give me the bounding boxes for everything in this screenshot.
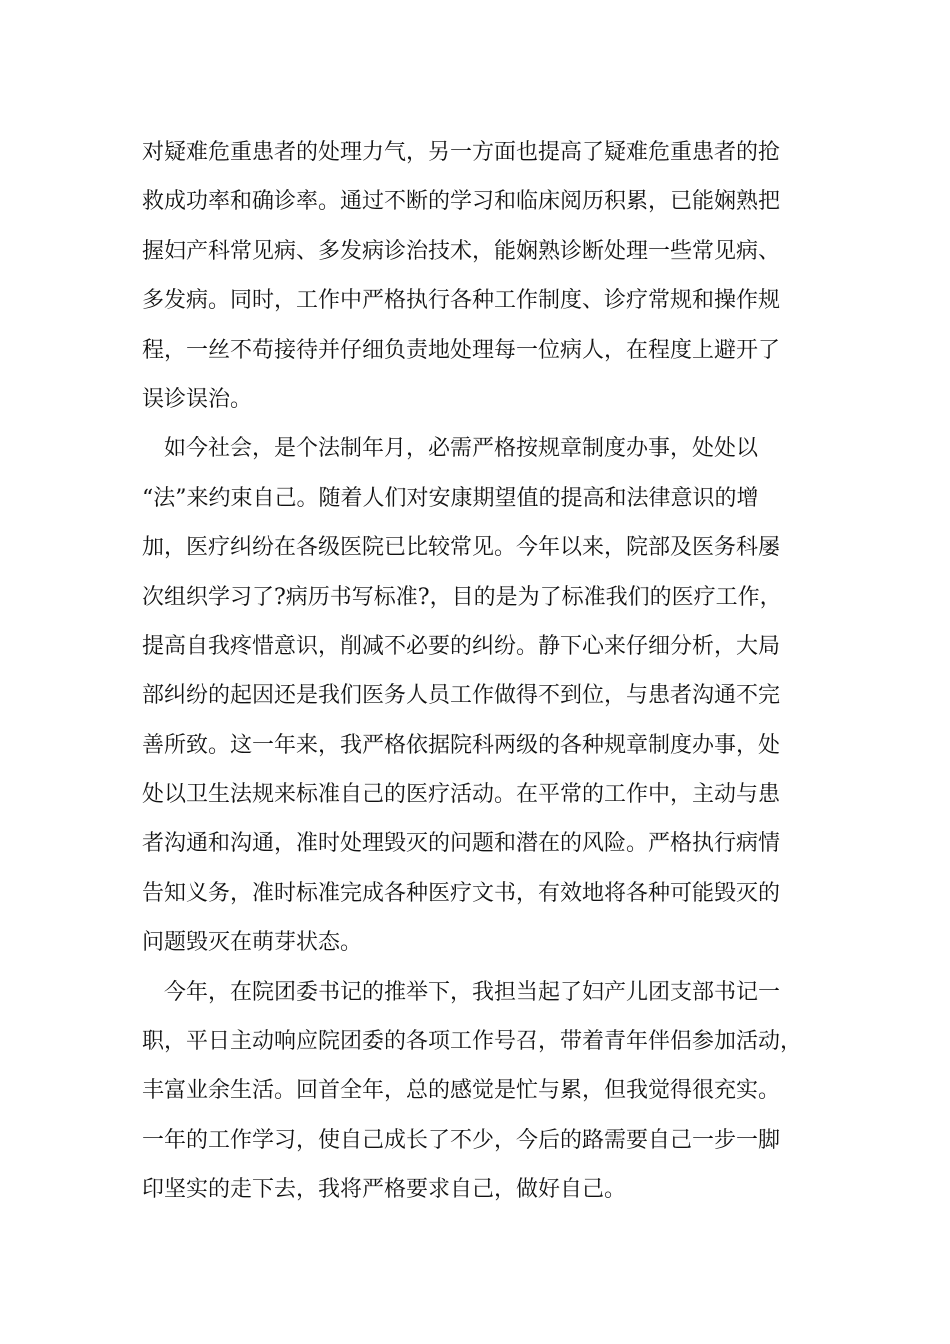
- text-line: 者沟通和沟通，准时处理毁灭的问题和潜在的风险。严格执行病情: [142, 831, 781, 857]
- paragraph-2: [142, 424, 842, 967]
- text-line: 处以卫生法规来标准自己的医疗活动。在平常的工作中，主动与患: [142, 782, 781, 808]
- text-line: 救成功率和确诊率。通过不断的学习和临床阅历积累，已能娴熟把: [142, 189, 781, 215]
- text-line: 部纠纷的起因还是我们医务人员工作做得不到位，与患者沟通不完: [142, 683, 781, 709]
- text-line: 告知义务，准时标准完成各种医疗文书，有效地将各种可能毁灭的: [142, 880, 781, 906]
- text-line: 今年，在院团委书记的推举下，我担当起了妇产儿团支部书记一: [142, 979, 781, 1005]
- text-line: 程，一丝不苟接待并仔细负责地处理每一位病人，在程度上避开了: [142, 337, 781, 363]
- text-line: 握妇产科常见病、多发病诊治技术，能娴熟诊断处理一些常见病、: [142, 238, 781, 264]
- document-body: [142, 128, 842, 1215]
- text-line: 善所致。这一年来，我严格依据院科两级的各种规章制度办事，处: [142, 732, 781, 758]
- text-line: 如今社会，是个法制年月，必需严格按规章制度办事，处处以: [142, 436, 759, 462]
- text-line: 丰富业余生活。回首全年，总的感觉是忙与累，但我觉得很充实。: [142, 1078, 781, 1104]
- text-line: 印坚实的走下去，我将严格要求自己，做好自己。: [142, 1177, 627, 1203]
- text-line: “法”来约束自己。随着人们对安康期望值的提高和法律意识的增: [142, 485, 759, 511]
- text-line: 次组织学习了?病历书写标准?，目的是为了标准我们的医疗工作，: [142, 584, 782, 610]
- text-line: 一年的工作学习，使自己成长了不少，今后的路需要自己一步一脚: [142, 1127, 781, 1153]
- text-line: 问题毁灭在萌芽状态。: [142, 930, 363, 956]
- text-line: 对疑难危重患者的处理力气，另一方面也提高了疑难危重患者的抢: [142, 140, 781, 165]
- text-line: 职，平日主动响应院团委的各项工作号召，带着青年伴侣参加活动，: [142, 1029, 803, 1055]
- text-line: 加，医疗纠纷在各级医院已比较常见。今年以来，院部及医务科屡: [142, 535, 781, 561]
- paragraph-1: [142, 128, 842, 424]
- paragraph-3: [142, 968, 842, 1215]
- text-line: 提高自我疼惜意识，削减不必要的纠纷。静下心来仔细分析，大局: [142, 633, 781, 659]
- text-line: 多发病。同时，工作中严格执行各种工作制度、诊疗常规和操作规: [142, 288, 781, 314]
- text-line: 误诊误治。: [142, 386, 253, 412]
